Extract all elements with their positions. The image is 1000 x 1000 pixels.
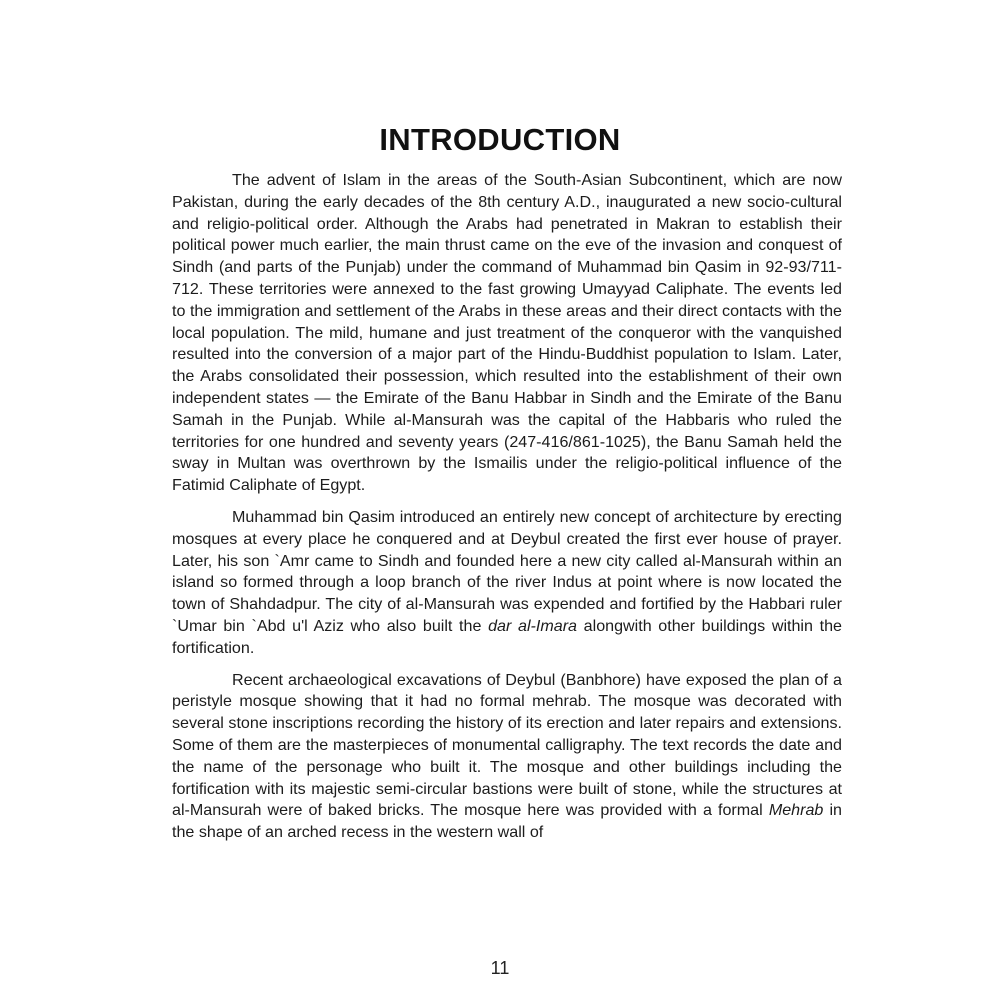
body-text — [172, 170, 842, 854]
paragraph-2-italic-term: dar al-Imara — [488, 616, 578, 635]
paragraph-3-text-end: in the shape of an arched recess in the western wall of — [172, 801, 843, 842]
paragraph-2-text-end: alongwith other buildings within the fortification. — [172, 616, 842, 657]
paragraph-2 — [172, 507, 842, 660]
paragraph-1-text: The advent of Islam in the areas of the South-Asian Subcontinent, which are now Pakistan, during the early decades of the 8th century A.D., inaugurated a new socio-cultural and religio-political order. Although the Arabs had penetrated in Makran to establish their political power much earlier, the main thrust came on the eve of the invasion and conquest of Sindh (and parts of the Punjab) under the command of Muhammad bin Qasim in 92-93/711-712. These territories were annexed to the fast growing Umayyad Caliphate. The events led to the immigration and settlement of the Arabs in these areas and their direct contacts with the local population. The mild, humane and just treatment of the conqueror with the vanquished resulted into the conversion of a major part of the Hindu-Buddhist population to Islam. Later, the Arabs consolidated their possession, which resulted into the establishment of their own independent states — the Emirate of the Banu Habbar in Sindh and the Emirate of the Banu Samah in the Punjab. While al-Mansurah was the capital of the Habbaris who ruled the territories for one hundred and seventy years (247-416/861-1025), the Banu Samah held the sway in Multan was overthrown by the Ismailis under the religio-political influence of the Fatimid Caliphate of Egypt. — [172, 171, 842, 495]
page-number: 11 — [490, 958, 510, 978]
paragraph-3-text-start: Recent archaeological excavations of Deybul (Banbhore) have exposed the plan of a peristyle mosque showing that it had no formal mehrab. The mosque was decorated with several stone inscriptions recording the history of its erection and later repairs and extensions. Some of them are the masterpieces of monumental calligraphy. The text records the date and the name of the personage who built it. The mosque and other buildings including the fortification with its majestic semi-circular bastions were built of stone, while the structures at al-Mansurah were of baked bricks. The mosque here was provided with a formal — [172, 670, 842, 820]
paragraph-2-text-start: Muhammad bin Qasim introduced an entirely new concept of architecture by erecting mosques at every place he conquered and at Deybul created the first ever house of prayer. Later, his son `Amr came to Sindh and founded here a new city called al-Mansurah within an island so formed through a loop branch of the river Indus at point where is now located the town of Shahdadpur. The city of al-Mansurah was expended and fortified by the Habbari ruler `Umar bin `Abd u'l Aziz who also built the — [172, 507, 842, 635]
page-title: INTRODUCTION — [379, 122, 621, 157]
paragraph-3 — [172, 670, 842, 844]
paragraph-3-italic-term: Mehrab — [768, 801, 824, 820]
paragraph-1 — [172, 170, 842, 497]
